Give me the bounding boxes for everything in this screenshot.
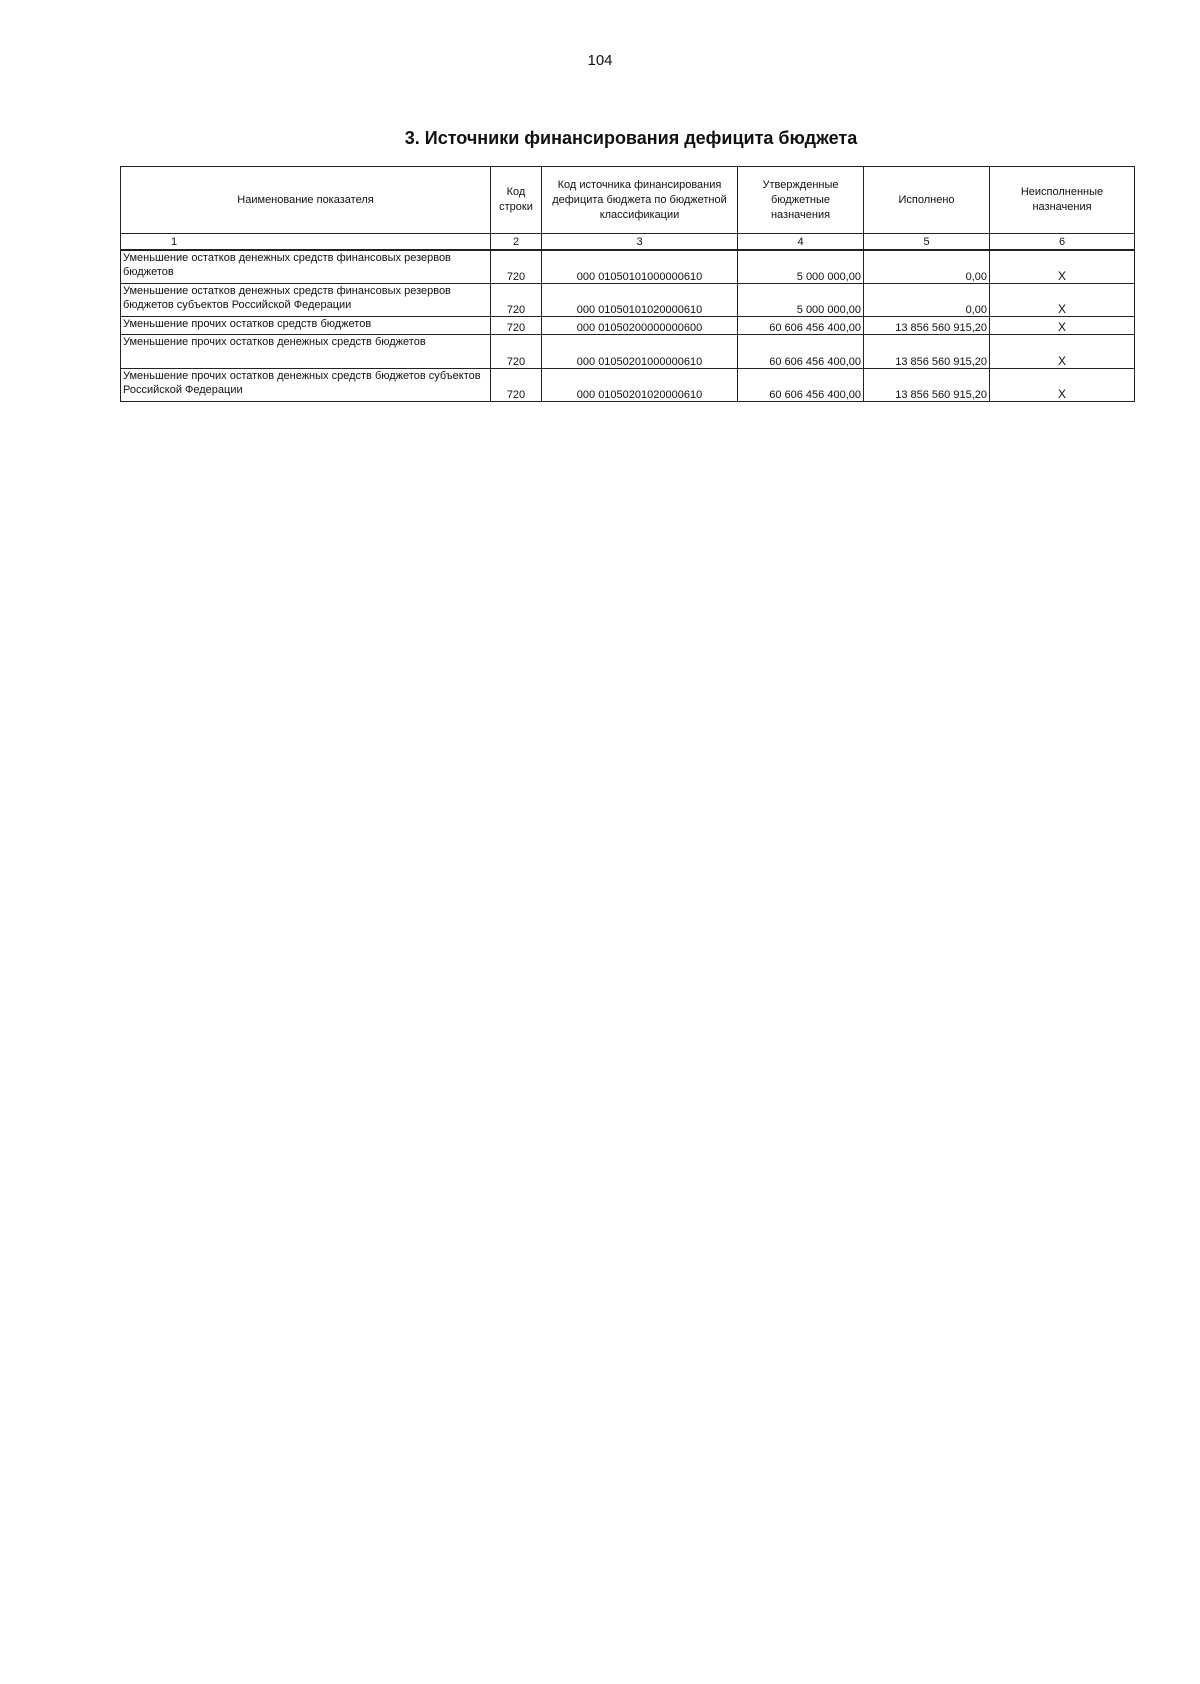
executed-amount: 0,00 xyxy=(864,284,990,317)
column-number: 5 xyxy=(864,234,990,251)
source-code: 000 01050101000000610 xyxy=(542,250,738,284)
table-body xyxy=(121,250,1135,402)
page-number: 104 xyxy=(587,52,613,69)
row-code: 720 xyxy=(491,369,542,402)
executed-amount: 13 856 560 915,20 xyxy=(864,335,990,369)
column-number: 4 xyxy=(738,234,864,251)
source-code: 000 01050201000000610 xyxy=(542,335,738,369)
row-code: 720 xyxy=(491,317,542,335)
row-name: Уменьшение прочих остатков средств бюджетов xyxy=(121,317,491,335)
section-title: 3. Источники финансирования дефицита бюджета xyxy=(404,128,858,148)
approved-amount: 5 000 000,00 xyxy=(738,250,864,284)
unexecuted-mark: X xyxy=(990,369,1135,402)
approved-amount: 60 606 456 400,00 xyxy=(738,335,864,369)
header-unexecuted: Неисполненные назначения xyxy=(990,167,1135,234)
header-row-code: Код строки xyxy=(491,167,542,234)
row-code: 720 xyxy=(491,250,542,284)
executed-amount: 0,00 xyxy=(864,250,990,284)
approved-amount: 60 606 456 400,00 xyxy=(738,369,864,402)
source-code: 000 01050200000000600 xyxy=(542,317,738,335)
unexecuted-mark: X xyxy=(990,317,1135,335)
unexecuted-mark: X xyxy=(990,335,1135,369)
header-executed: Исполнено xyxy=(864,167,990,234)
table-row xyxy=(121,250,1135,284)
row-name: Уменьшение прочих остатков денежных средств бюджетов xyxy=(121,335,491,369)
table-row xyxy=(121,317,1135,335)
deficit-financing-sources-table xyxy=(120,166,1135,402)
unexecuted-mark: X xyxy=(990,250,1135,284)
approved-amount: 5 000 000,00 xyxy=(738,284,864,317)
table-header xyxy=(121,167,1135,251)
unexecuted-mark: X xyxy=(990,284,1135,317)
column-number: 6 xyxy=(990,234,1135,251)
approved-amount: 60 606 456 400,00 xyxy=(738,317,864,335)
column-number: 1 xyxy=(121,234,491,251)
row-code: 720 xyxy=(491,335,542,369)
source-code: 000 01050101020000610 xyxy=(542,284,738,317)
column-number: 2 xyxy=(491,234,542,251)
row-code: 720 xyxy=(491,284,542,317)
table-row xyxy=(121,369,1135,402)
source-code: 000 01050201020000610 xyxy=(542,369,738,402)
header-row xyxy=(121,167,1135,234)
header-name: Наименование показателя xyxy=(121,167,491,234)
executed-amount: 13 856 560 915,20 xyxy=(864,369,990,402)
executed-amount: 13 856 560 915,20 xyxy=(864,317,990,335)
table-row xyxy=(121,284,1135,317)
row-name: Уменьшение прочих остатков денежных средств бюджетов субъектов Российской Федерации xyxy=(121,369,491,402)
header-source-code: Код источника финансирования дефицита бюджета по бюджетной классификации xyxy=(542,167,738,234)
row-name: Уменьшение остатков денежных средств финансовых резервов бюджетов субъектов Российской Федерации xyxy=(121,284,491,317)
column-number: 3 xyxy=(542,234,738,251)
column-number-row xyxy=(121,234,1135,251)
header-approved: Утвержденные бюджетные назначения xyxy=(738,167,864,234)
row-name: Уменьшение остатков денежных средств финансовых резервов бюджетов xyxy=(121,250,491,284)
table-row xyxy=(121,335,1135,369)
